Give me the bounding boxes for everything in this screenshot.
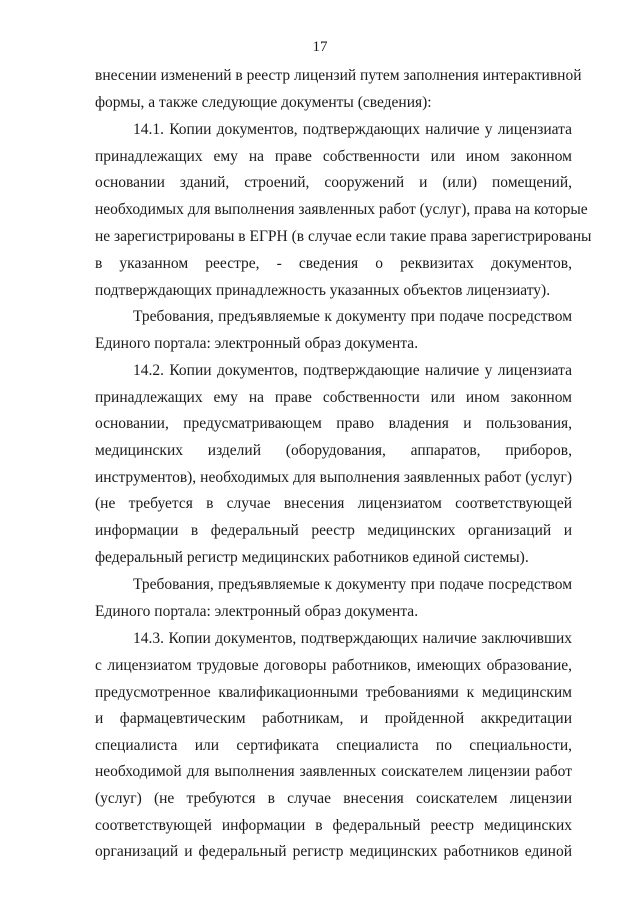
- text-line: Единого портала: электронный образ документа.: [95, 603, 419, 620]
- text-line: не зарегистрированы в ЕГРН (в случае если такие права зарегистрированы: [95, 228, 592, 245]
- text-line: федеральный регистр медицинских работников единой системы).: [95, 549, 529, 566]
- page-number: 17: [312, 39, 328, 55]
- text-line: предусмотренное квалификационными требованиями к медицинским: [95, 684, 572, 701]
- text-line: принадлежащих ему на праве собственности или ином законном: [95, 389, 572, 406]
- text-line: формы, а также следующие документы (сведения):: [95, 94, 432, 111]
- text-line: специалиста или сертификата специалиста по специальности,: [95, 737, 572, 754]
- text-line: необходимых для выполнения заявленных работ (услуг), права на которые: [95, 201, 588, 218]
- text-line: инструментов), необходимых для выполнения заявленных работ (услуг): [95, 469, 572, 486]
- text-line: 14.2. Копии документов, подтверждающие наличие у лицензиата: [133, 362, 572, 379]
- text-line: информации в федеральный реестр медицинских организаций и: [95, 522, 572, 539]
- text-line: с лицензиатом трудовые договоры работников, имеющих образование,: [95, 657, 572, 674]
- text-line: Единого портала: электронный образ документа.: [95, 335, 419, 352]
- text-line: основании зданий, строений, сооружений и (или) помещений,: [95, 174, 572, 191]
- text-line: (услуг) (не требуются в случае внесения соискателем лицензии: [95, 790, 572, 807]
- text-line: основании, предусматривающем право владения и пользования,: [95, 415, 572, 432]
- text-line: необходимой для выполнения заявленных соискателем лицензии работ: [95, 763, 572, 780]
- text-line: соответствующей информации в федеральный реестр медицинских: [95, 817, 572, 834]
- text-line: в указанном реестре, - сведения о реквизитах документов,: [95, 255, 572, 272]
- text-line: Требования, предъявляемые к документу при подаче посредством: [133, 308, 572, 325]
- text-line: принадлежащих ему на праве собственности или ином законном: [95, 148, 572, 165]
- text-line: Требования, предъявляемые к документу при подаче посредством: [133, 576, 572, 593]
- text-line: (не требуется в случае внесения лицензиатом соответствующей: [95, 495, 572, 512]
- text-line: 14.1. Копии документов, подтверждающих наличие у лицензиата: [133, 121, 572, 138]
- text-line: организаций и федеральный регистр медицинских работников единой: [95, 843, 572, 860]
- text-line: и фармацевтическим работникам, и пройденной аккредитации: [95, 710, 572, 727]
- text-line: внесении изменений в реестр лицензий путем заполнения интерактивной: [95, 67, 582, 84]
- text-line: медицинских изделий (оборудования, аппаратов, приборов,: [95, 442, 572, 459]
- text-line: подтверждающих принадлежность указанных объектов лицензиату).: [95, 282, 551, 299]
- text-line: 14.3. Копии документов, подтверждающих наличие заключивших: [133, 630, 572, 647]
